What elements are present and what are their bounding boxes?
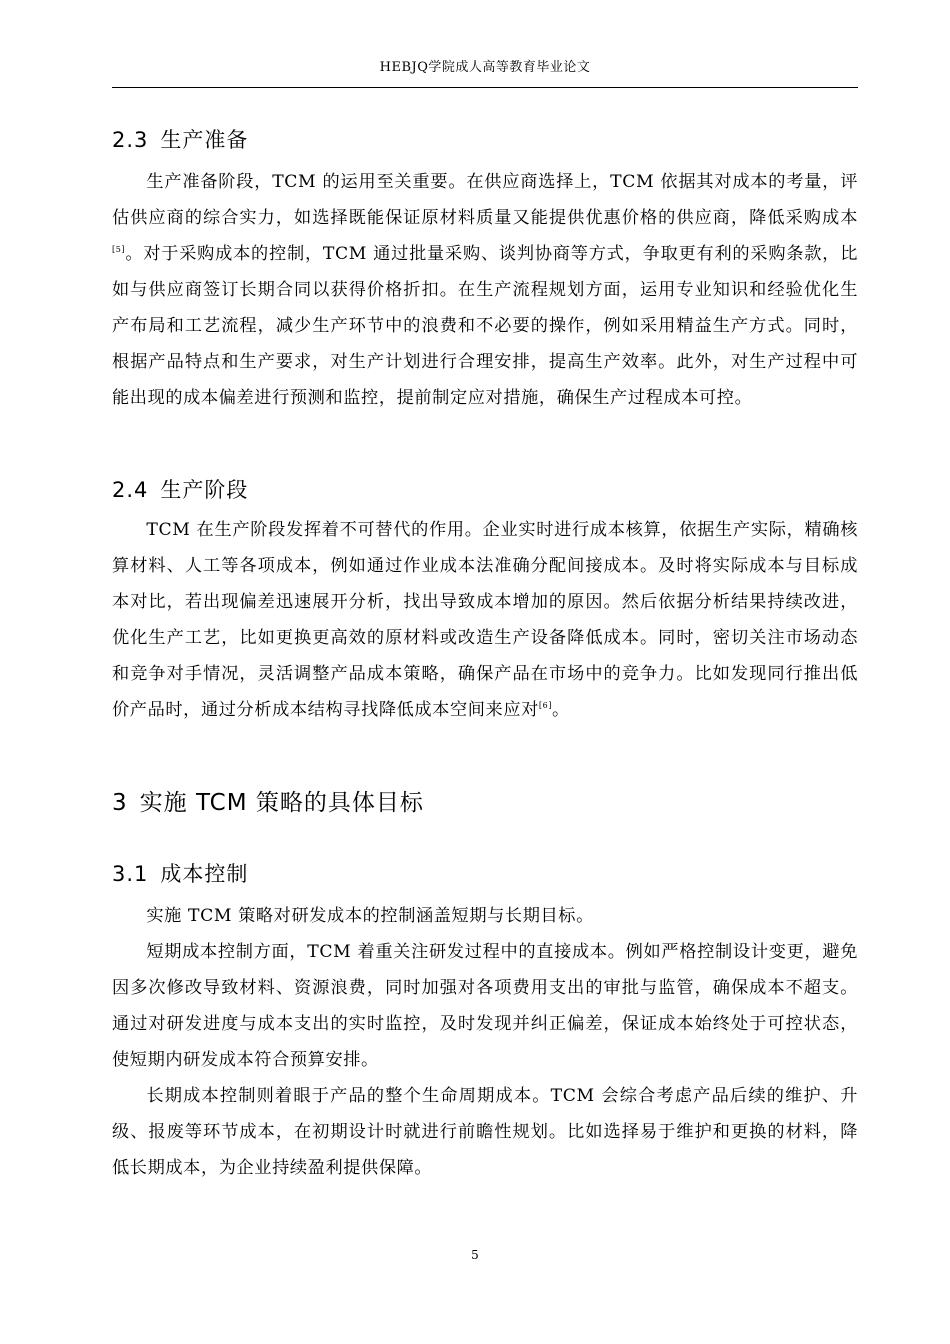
section-heading-3-1: [112, 858, 248, 888]
chapter-number: 3: [112, 790, 128, 816]
citation-ref: [6]: [538, 701, 553, 710]
chapter-heading-3: [112, 784, 424, 817]
section-heading-2-3: [112, 124, 248, 154]
section-heading-2-4: [112, 474, 248, 504]
paragraph-text: 生产准备阶段，TCM 的运用至关重要。在供应商选择上，TCM 依据其对成本的考量，评估供应商的综合实力，如选择既能保证原材料质量又能提供优惠价格的供应商，降低采购成本: [112, 172, 858, 228]
section-number: 3.1: [112, 862, 149, 886]
paragraph-3-1-short-term: 短期成本控制方面，TCM 着重关注研发过程中的直接成本。例如严格控制设计变更，避免因多次修改导致材料、资源浪费，同时加强对各项费用支出的审批与监管，确保成本不超支。通过对研发进度与成本支出的实时监控，及时发现并纠正偏差，保证成本始终处于可控状态，使短期内研发成本符合预算安排。: [112, 942, 858, 1070]
paragraph-3-1-intro: 实施 TCM 策略对研发成本的控制涵盖短期与长期目标。: [146, 906, 594, 926]
paragraph-text: 。: [552, 700, 570, 720]
chapter-title: 实施 TCM 策略的具体目标: [139, 790, 424, 816]
paragraph-3-1-long-term: 长期成本控制则着眼于产品的整个生命周期成本。TCM 会综合考虑产品后续的维护、升级、报废等环节成本，在初期设计时就进行前瞻性规划。比如选择易于维护和更换的材料，降低长期成本，为企业持续盈利提供保障。: [112, 1086, 858, 1178]
paragraph-2-3: [112, 164, 858, 416]
page-number: 5: [471, 1248, 479, 1262]
paragraph-text: 。对于采购成本的控制，TCM 通过批量采购、谈判协商等方式，争取更有利的采购条款，比如与供应商签订长期合同以获得价格折扣。在生产流程规划方面，运用专业知识和经验优化生产布局和工艺流程，减少生产环节中的浪费和不必要的操作，例如采用精益生产方式。同时，根据产品特点和生产要求，对生产计划进行合理安排，提高生产效率。此外，对生产过程中可能出现的成本偏差进行预测和监控，提前制定应对措施，确保生产过程成本可控。: [112, 244, 858, 408]
section-title: 生产准备: [160, 128, 249, 152]
page-header: HEBJQ学院成人高等教育毕业论文: [379, 60, 591, 75]
section-title: 成本控制: [160, 862, 249, 886]
section-title: 生产阶段: [160, 478, 249, 502]
section-number: 2.3: [112, 128, 149, 152]
citation-ref: [5]: [112, 245, 126, 254]
header-divider: [112, 87, 858, 88]
section-number: 2.4: [112, 478, 149, 502]
paragraph-2-4: [112, 512, 858, 728]
paragraph-text: TCM 在生产阶段发挥着不可替代的作用。企业实时进行成本核算，依据生产实际，精确核算材料、人工等各项成本，例如通过作业成本法准确分配间接成本。及时将实际成本与目标成本对比，若出现偏差迅速展开分析，找出导致成本增加的原因。然后依据分析结果持续改进，优化生产工艺，比如更换更高效的原材料或改造生产设备降低成本。同时，密切关注市场动态和竞争对手情况，灵活调整产品成本策略，确保产品在市场中的竞争力。比如发现同行推出低价产品时，通过分析成本结构寻找降低成本空间来应对: [112, 520, 858, 720]
